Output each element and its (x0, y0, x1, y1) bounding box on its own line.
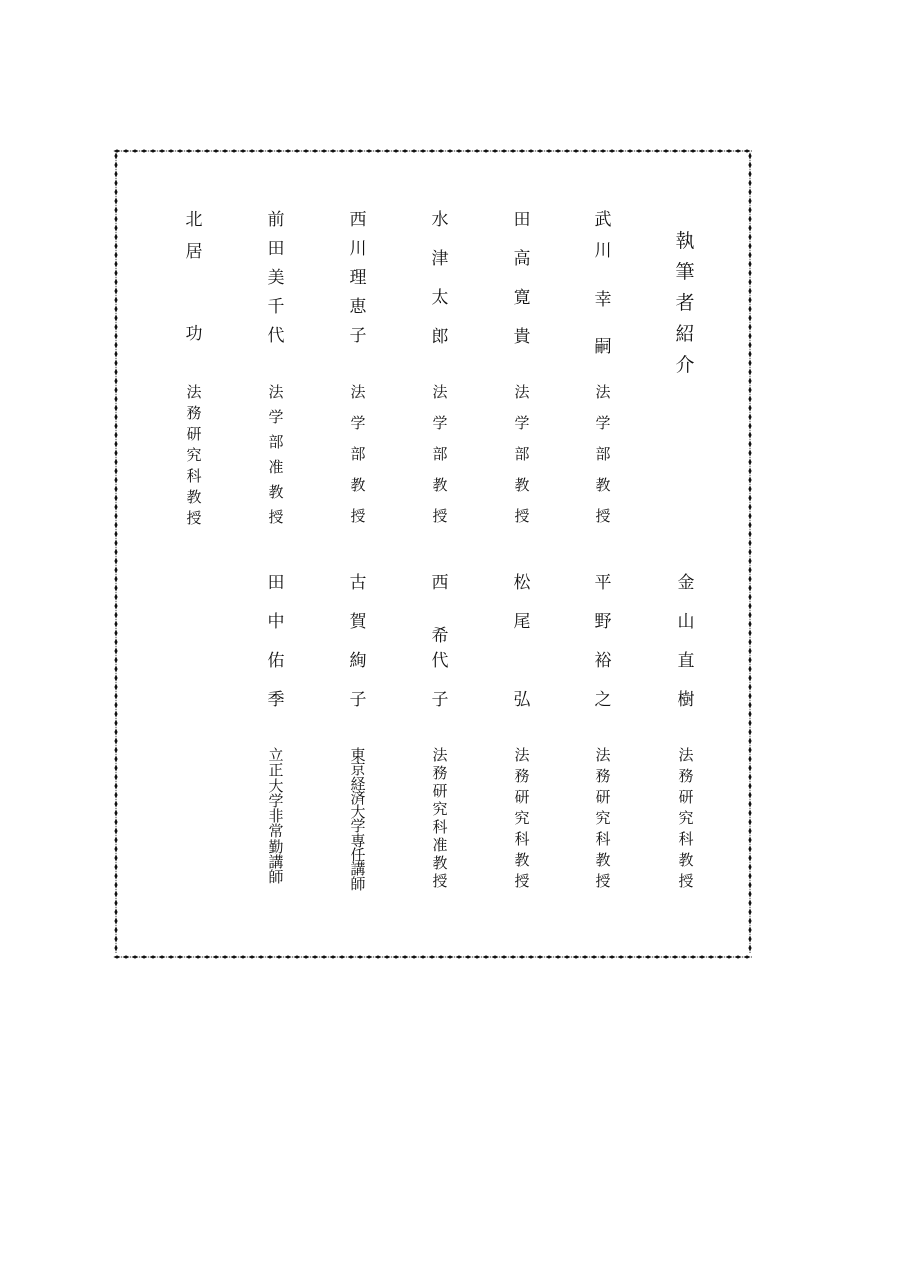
author-affiliation-maeda: 法 学 部 准 教 授 (268, 383, 284, 526)
author-affiliation-matsuo: 法 務 研 究 科 教 授 (514, 746, 530, 890)
author-name-tanaka: 田 中 佑 季 (267, 573, 285, 710)
author-affiliation-nishikawa: 法 学 部 教 授 (350, 383, 366, 525)
author-affiliation-tagaki: 法 学 部 教 授 (514, 383, 530, 525)
page-title: 執 筆 者 紹 介 (675, 230, 695, 376)
author-affiliation-kanayama: 法 務 研 究 科 教 授 (678, 746, 694, 890)
author-affiliation-koga: 東 京 経 済 大 学 専 任 講 師 (350, 746, 366, 893)
author-name-tagaki: 田 高 寛 貴 (513, 210, 531, 347)
author-name-matsuo: 松 尾 弘 (513, 573, 531, 710)
author-name-kanayama: 金 山 直 樹 (677, 573, 695, 710)
author-affiliation-kitai: 法 務 研 究 科 教 授 (186, 383, 202, 527)
author-name-takekawa: 武 川 幸 嗣 (594, 210, 612, 357)
author-name-mizutsu: 水 津 太 郎 (431, 210, 449, 347)
author-name-hirano: 平 野 裕 之 (594, 573, 612, 710)
author-affiliation-nishi: 法 務 研 究 科 准 教 授 (432, 746, 448, 890)
author-name-koga: 古 賀 絢 子 (349, 573, 367, 710)
author-name-maeda: 前 田 美 千 代 (267, 210, 285, 346)
author-name-kitai: 北 居 功 (185, 210, 203, 344)
author-name-nishikawa: 西 川 理 恵 子 (349, 210, 367, 346)
author-affiliation-hirano: 法 務 研 究 科 教 授 (595, 746, 611, 890)
author-affiliation-tanaka: 立 正 大 学 非 常 勤 講 師 (268, 746, 284, 887)
author-affiliation-takekawa: 法 学 部 教 授 (595, 383, 611, 525)
author-name-nishi: 西 希 代 子 (431, 573, 449, 710)
author-affiliation-mizutsu: 法 学 部 教 授 (432, 383, 448, 525)
